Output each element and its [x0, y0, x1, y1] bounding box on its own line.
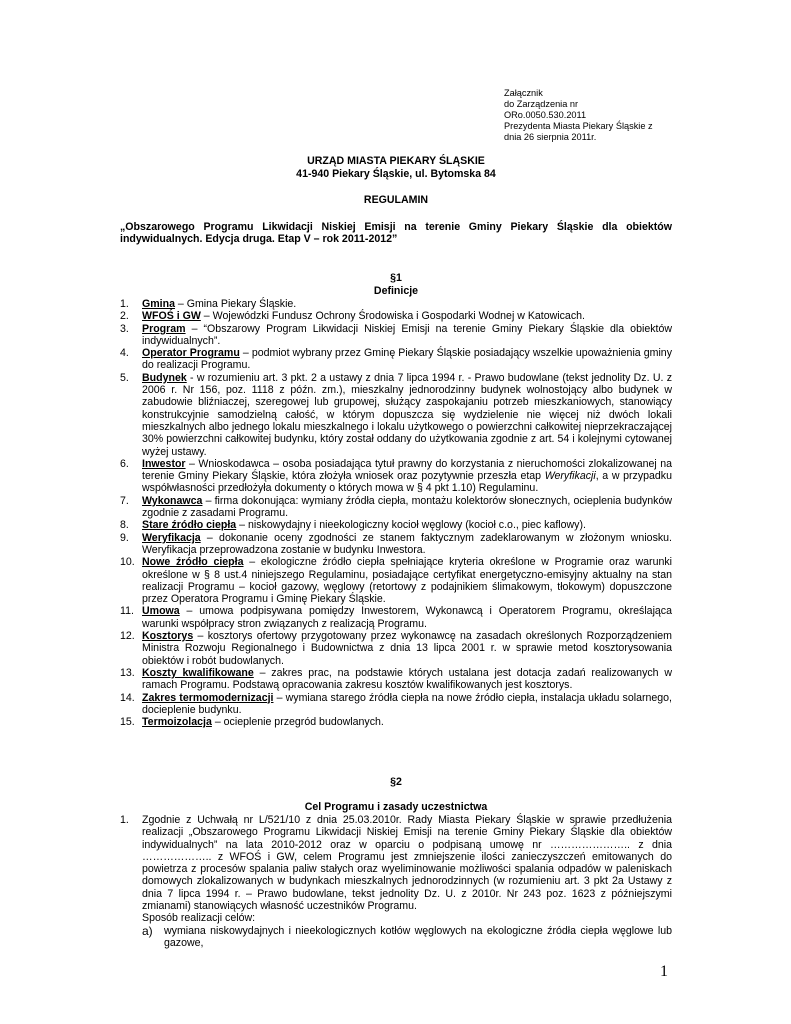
definition-text: – niskowydajny i nieekologiczny kocioł węglowy (kocioł c.o., piec kaflowy).	[236, 519, 586, 532]
office-name: URZĄD MIASTA PIEKARY ŚLĄSKIE	[307, 155, 485, 167]
definition-text: – Gmina Piekary Śląskie.	[174, 298, 297, 310]
definition-item	[120, 347, 672, 372]
definitions-list	[120, 298, 672, 728]
definition-text: – kosztorys ofertowy przygotowany przez wykonawcę na zasadach określonych Rozporządzeniem Ministra Rozwoju Regionalnego i Budownictwa z dnia 13 lipca 2001 r. w sprawie metod kosztorysowania obiektów i robót budowlanych.	[142, 630, 672, 667]
definition-item	[120, 495, 672, 520]
item-number: 13.	[120, 666, 135, 679]
definition-item	[120, 323, 672, 348]
item-number: 11.	[120, 605, 134, 618]
definition-text: – Wojewódzki Fundusz Ochrony Środowiska i Gospodarki Wodnej w Katowicach.	[200, 310, 585, 323]
section2-mark: §2	[390, 776, 402, 788]
item-number: 1.	[120, 814, 129, 826]
definition-term: Inwestor	[142, 457, 186, 470]
definition-text: – zakres prac, na podstawie których ustalana jest dotacja zadań realizowanych w ramach Programu. Podstawą opracowania zakresu kosztów kwalifikowanych jest kosztorys.	[142, 666, 673, 692]
annex-line: Załącznik	[504, 88, 543, 98]
definition-text: – “Obszarowy Program Likwidacji Niskiej Emisji na terenie Gminy Piekary Śląskie dla obiektów indywidualnych”.	[142, 322, 672, 347]
annex-line: Prezydenta Miasta Piekary Śląskie z	[504, 121, 653, 131]
item-number: 4.	[120, 347, 129, 360]
annex-line: do Zarządzenia nr	[504, 99, 579, 109]
definition-term: WFOŚ i GW	[142, 310, 201, 323]
item-number: 12.	[120, 630, 135, 643]
list-item	[120, 814, 672, 949]
definition-term: Zakres termomodernizacji	[142, 691, 274, 704]
definition-item	[120, 519, 672, 531]
definition-item	[120, 458, 672, 495]
definition-term: Program	[142, 322, 186, 335]
definition-term: Stare źródło ciepła	[142, 519, 237, 532]
section1-heading: Definicje	[373, 285, 419, 297]
definition-term: Budynek	[142, 371, 187, 384]
definition-text: – ocieplenie przegród budowlanych.	[211, 716, 384, 729]
sub-item-text: wymiana niskowydajnych i nieekologicznych kotłów węglowych na ekologiczne źródła ciepła węglowe lub gazowe,	[164, 924, 672, 949]
definition-text: – wymiana starego źródła ciepła na nowe źródło ciepła, instalacja układu solarnego, docieplenie budynku.	[142, 691, 672, 716]
definition-emphasis: Weryfikacji	[544, 470, 596, 483]
sub-item-label: a)	[142, 923, 153, 938]
definition-item	[120, 667, 672, 692]
item-number: 1.	[120, 298, 129, 310]
definition-term: Wykonawca	[142, 494, 203, 507]
definition-item	[120, 372, 672, 458]
definition-term: Koszty kwalifikowane	[142, 666, 254, 679]
definition-term: Termoizolacja	[142, 716, 212, 729]
definition-text: – dokonanie oceny zgodności ze stanem faktycznym zadeklarowanym w złożonym wniosku. Weryfikacja przeprowadzona zostanie w budynku Inwestora.	[142, 531, 672, 556]
definition-item	[120, 692, 672, 717]
item-text: Zgodnie z Uchwałą nr L/521/10 z dnia 25.03.2010r. Rady Miasta Piekary Śląskie w sprawie przedłużenia realizacji „Obszarowego Programu Likwidacji Niskiej Emisji na terenie Gminy Piekary Śląskie dla obiektów indywidualnych” na lata 2010-2012 oraz w oparciu o podpisaną umowę nr ………………….. z dnia ……………….. z WFOŚ i GW, celem Programu jest zmniejszenie ilości zanieczyszczeń emitowanych do powietrza z procesów spalania paliw stałych oraz wyeliminowanie możliwości spalania odpadów w paleniskach domowych zlokalizowanych w budynkach mieszkalnych jednorodzinnych (w rozumieniu art. 3 pkt 2a Ustawy z dnia 7 lipca 1994 r. – Prawo budowlane, tekst jednolity Dz. U. z 2010r. Nr 243 poz. 1623 z późniejszymi zmianami) stanowiących własność uczestników Programu.	[142, 814, 672, 913]
definition-text: – umowa podpisywana pomiędzy Inwestorem, Wykonawcą i Operatorem Programu, określająca warunki współpracy stron związanych z realizacją Programu.	[142, 605, 672, 630]
definition-text: – Wnioskodawca – osoba posiadająca tytuł prawny do korzystania z nieruchomości zlokalizowanej na terenie Gminy Piekary Śląskie, która złożyła wniosek oraz pozytywnie przeszła etap	[142, 457, 672, 483]
definition-text-tail: , a w przypadku współwłasności przedłożyła dokumenty o których mowa w § 4 pkt 1.10) Regulaminu.	[142, 470, 672, 495]
section2-list	[120, 814, 672, 949]
item-number: 5.	[120, 371, 129, 384]
ways-label: Sposób realizacji celów:	[142, 912, 256, 925]
definition-item	[120, 630, 672, 667]
annex-line: dnia 26 sierpnia 2011r.	[504, 132, 597, 142]
item-number: 8.	[120, 519, 129, 532]
definition-term: Nowe źródło ciepła	[142, 556, 244, 569]
definition-item	[120, 298, 672, 310]
definition-item	[120, 716, 672, 728]
definition-term: Umowa	[142, 605, 180, 618]
item-number: 10.	[120, 556, 135, 569]
item-number: 14.	[120, 691, 135, 704]
item-number: 9.	[120, 531, 129, 544]
definition-text: – firma dokonująca: wymiany źródła ciepła, montażu kolektorów słonecznych, ocieplenia budynków zgodnie z zasadami Programu.	[142, 494, 672, 520]
definition-text: – ekologiczne źródło ciepła spełniające kryteria określone w Programie oraz warunki określone w § 8 ust.4 niniejszego Regulaminu, posiadające certyfikat energetyczno-emisyjny aktualny na stan realizacji Programu – kocioł gazowy, węglowy (retortowy z podajnikiem ślimakowym, tłokowym) dopuszczone przez Operatora Programu i Gminę Piekary Śląskie.	[142, 556, 673, 606]
item-number: 7.	[120, 494, 129, 507]
definition-item	[120, 605, 672, 630]
item-number: 6.	[120, 457, 129, 470]
definition-term: Gmina	[142, 298, 175, 310]
sub-item	[142, 925, 672, 950]
definition-text: – podmiot wybrany przez Gminę Piekary Śląskie posiadający wszelkie upoważnienia gminy do realizacji Programu.	[142, 347, 673, 372]
definition-item	[120, 532, 672, 557]
document-type: REGULAMIN	[363, 194, 429, 206]
definition-term: Operator Programu	[142, 347, 240, 360]
regulation-title: „Obszarowego Programu Likwidacji Niskiej Emisji na terenie Gminy Piekary Śląskie dla obiektów indywidualnych. Edycja druga. Etap V – rok 2011-2012”	[120, 221, 672, 246]
item-number: 2.	[120, 310, 129, 323]
office-address: 41-940 Piekary Śląskie, ul. Bytomska 84	[296, 168, 496, 180]
definition-term: Kosztorys	[142, 630, 194, 643]
definition-term: Weryfikacja	[142, 531, 201, 544]
annex-note	[504, 88, 653, 143]
definition-text: - w rozumieniu art. 3 pkt. 2 a ustawy z dnia 7 lipca 1994 r. - Prawo budowlane (tekst jednolity Dz. U. z 2006 r. Nr 156, poz. 1118 z późn. zm.), mieszkalny jednorodzinny budynek wolnostojący albo budynek w zabudowie bliźniaczej, szeregowej lub grupowej, służący zaspokajaniu potrzeb mieszkaniowych, stanowiący konstrukcyjnie samodzielną całość, w którym dopuszcza się wydzielenie nie więcej niż dwóch lokali mieszkalnych albo jednego lokalu mieszkalnego i lokalu użytkowego o powierzchni całkowitej nieprzekraczającej 30% powierzchni całkowitej budynku, który został oddany do użytkowania zgodnie z art. 54 i kolejnymi cytowanej wyżej ustawy.	[142, 371, 672, 458]
page-number: 1	[660, 963, 668, 980]
item-number: 15.	[120, 716, 135, 729]
definition-item	[120, 310, 672, 322]
annex-line: ORo.0050.530.2011	[504, 110, 587, 120]
definition-item	[120, 556, 672, 605]
item-number: 3.	[120, 322, 129, 335]
section1-mark: §1	[390, 272, 402, 284]
section2-heading: Cel Programu i zasady uczestnictwa	[304, 801, 488, 813]
